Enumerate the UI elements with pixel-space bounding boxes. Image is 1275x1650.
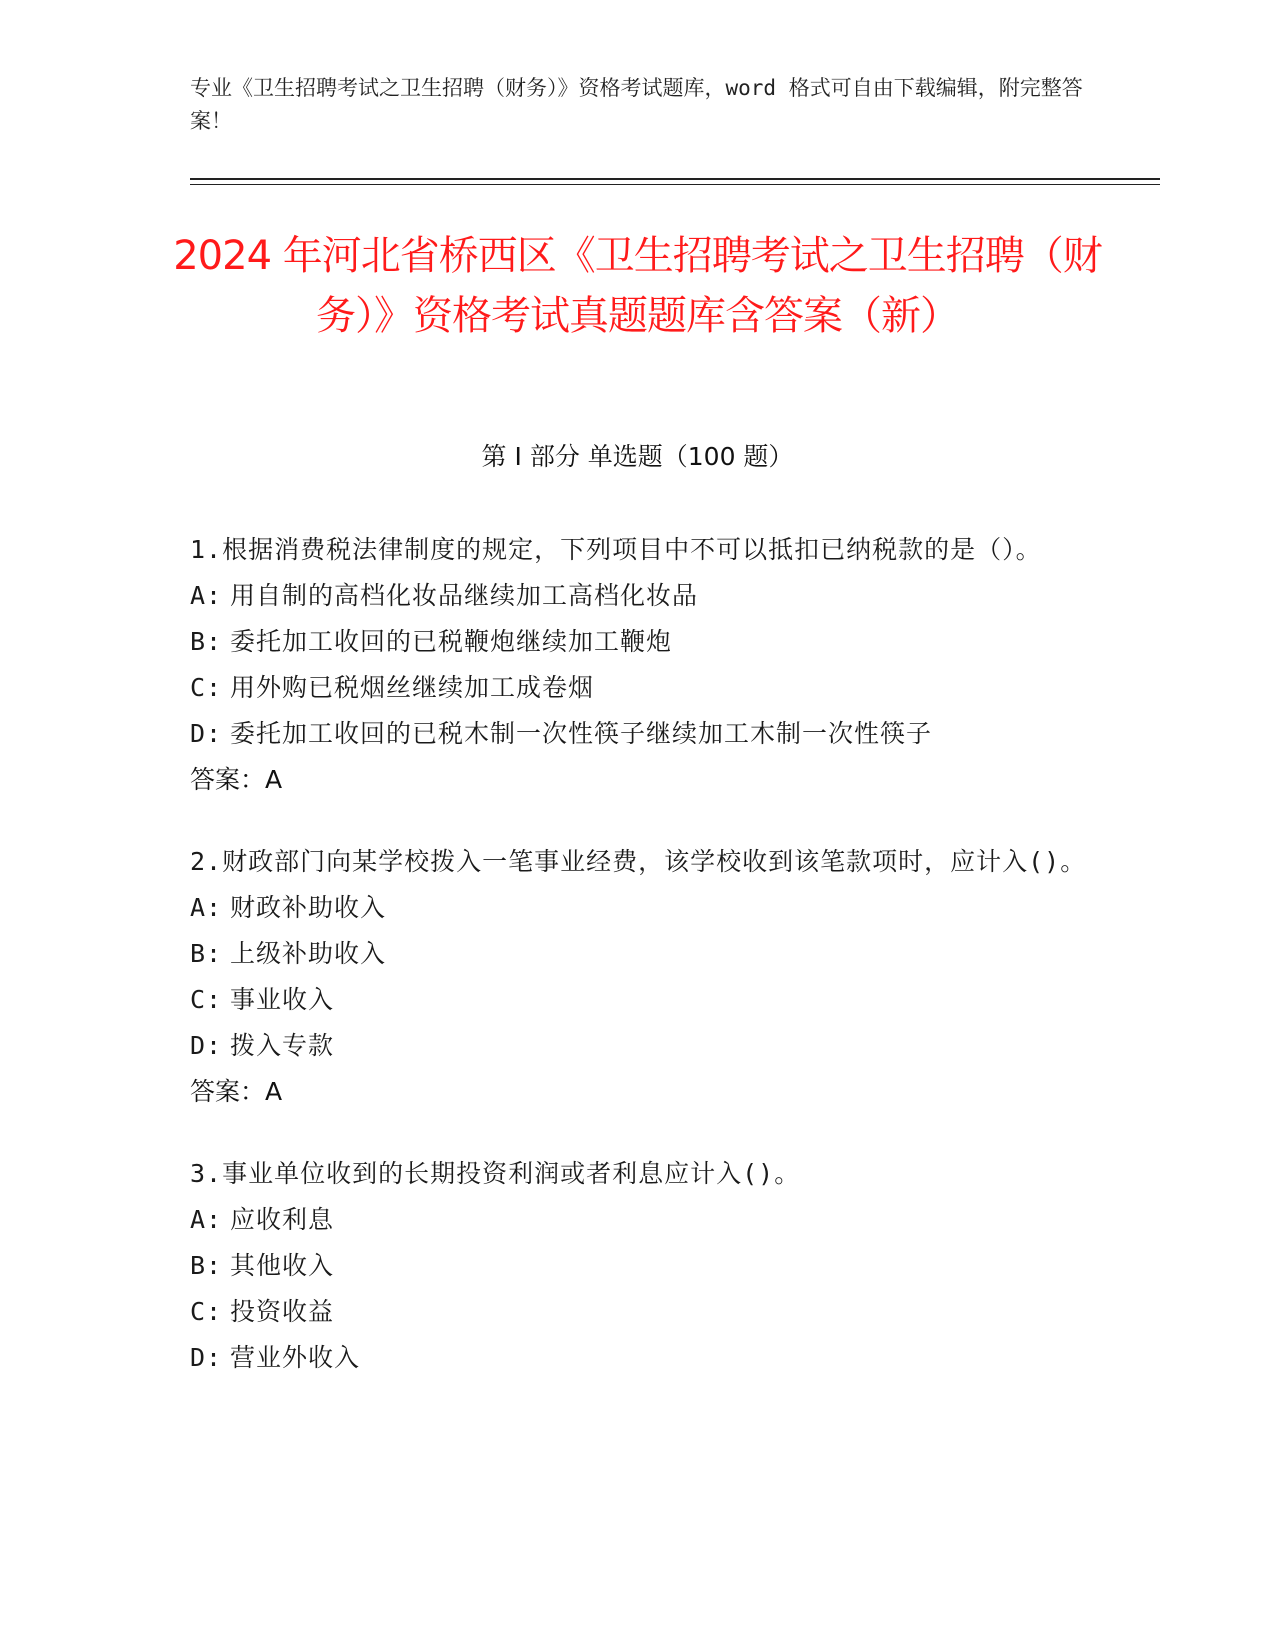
option-d	[190, 1335, 1090, 1381]
document-title: 2024 年河北省桥西区《卫生招聘考试之卫生招聘（财务）》资格考试真题题库含答案（新）	[173, 233, 1102, 339]
option-text: 用外购已税烟丝继续加工成卷烟	[230, 673, 595, 702]
option-a	[190, 573, 1090, 619]
option-c	[190, 1289, 1090, 1335]
header-rule-thick	[190, 178, 1160, 180]
option-letter: A:	[190, 893, 223, 922]
option-text: 投资收益	[230, 1297, 335, 1326]
question-2	[190, 839, 1090, 1115]
option-letter: A:	[190, 581, 223, 610]
option-letter: B:	[190, 627, 223, 656]
option-text: 拨入专款	[230, 1031, 335, 1060]
question-text: 2.财政部门向某学校拨入一笔事业经费，该学校收到该笔款项时，应计入()。	[190, 847, 1087, 876]
option-a	[190, 1197, 1090, 1243]
option-letter: C:	[190, 673, 223, 702]
option-text: 应收利息	[230, 1205, 335, 1234]
option-letter: D:	[190, 1031, 223, 1060]
option-c	[190, 977, 1090, 1023]
option-d	[190, 1023, 1090, 1069]
option-letter: C:	[190, 1297, 223, 1326]
option-d	[190, 711, 1090, 757]
option-letter: D:	[190, 1343, 223, 1372]
option-c	[190, 665, 1090, 711]
option-a	[190, 885, 1090, 931]
option-text: 财政补助收入	[230, 893, 387, 922]
option-text: 其他收入	[230, 1251, 335, 1280]
option-text: 上级补助收入	[230, 939, 387, 968]
option-text: 营业外收入	[230, 1343, 361, 1372]
option-text: 事业收入	[230, 985, 335, 1014]
option-b	[190, 619, 1090, 665]
option-b	[190, 931, 1090, 977]
section-heading: 第 I 部分 单选题（100 题）	[481, 442, 794, 471]
option-letter: A:	[190, 1205, 223, 1234]
header-note: 专业《卫生招聘考试之卫生招聘（财务）》资格考试题库，word 格式可自由下载编辑，附完整答案！	[190, 76, 1083, 133]
question-list	[190, 527, 1090, 1417]
question-3	[190, 1151, 1090, 1381]
option-letter: B:	[190, 1251, 223, 1280]
question-1	[190, 527, 1090, 803]
option-text: 委托加工收回的已税木制一次性筷子继续加工木制一次性筷子	[230, 719, 933, 748]
answer: 答案：A	[190, 765, 283, 794]
option-letter: C:	[190, 985, 223, 1014]
option-b	[190, 1243, 1090, 1289]
option-letter: D:	[190, 719, 223, 748]
header-rule-thin	[190, 184, 1160, 185]
answer: 答案：A	[190, 1077, 283, 1106]
option-text: 委托加工收回的已税鞭炮继续加工鞭炮	[230, 627, 673, 656]
option-letter: B:	[190, 939, 223, 968]
option-text: 用自制的高档化妆品继续加工高档化妆品	[230, 581, 699, 610]
question-text: 3.事业单位收到的长期投资利润或者利息应计入()。	[190, 1159, 801, 1188]
question-text: 1.根据消费税法律制度的规定，下列项目中不可以抵扣已纳税款的是（）。	[190, 535, 1042, 564]
